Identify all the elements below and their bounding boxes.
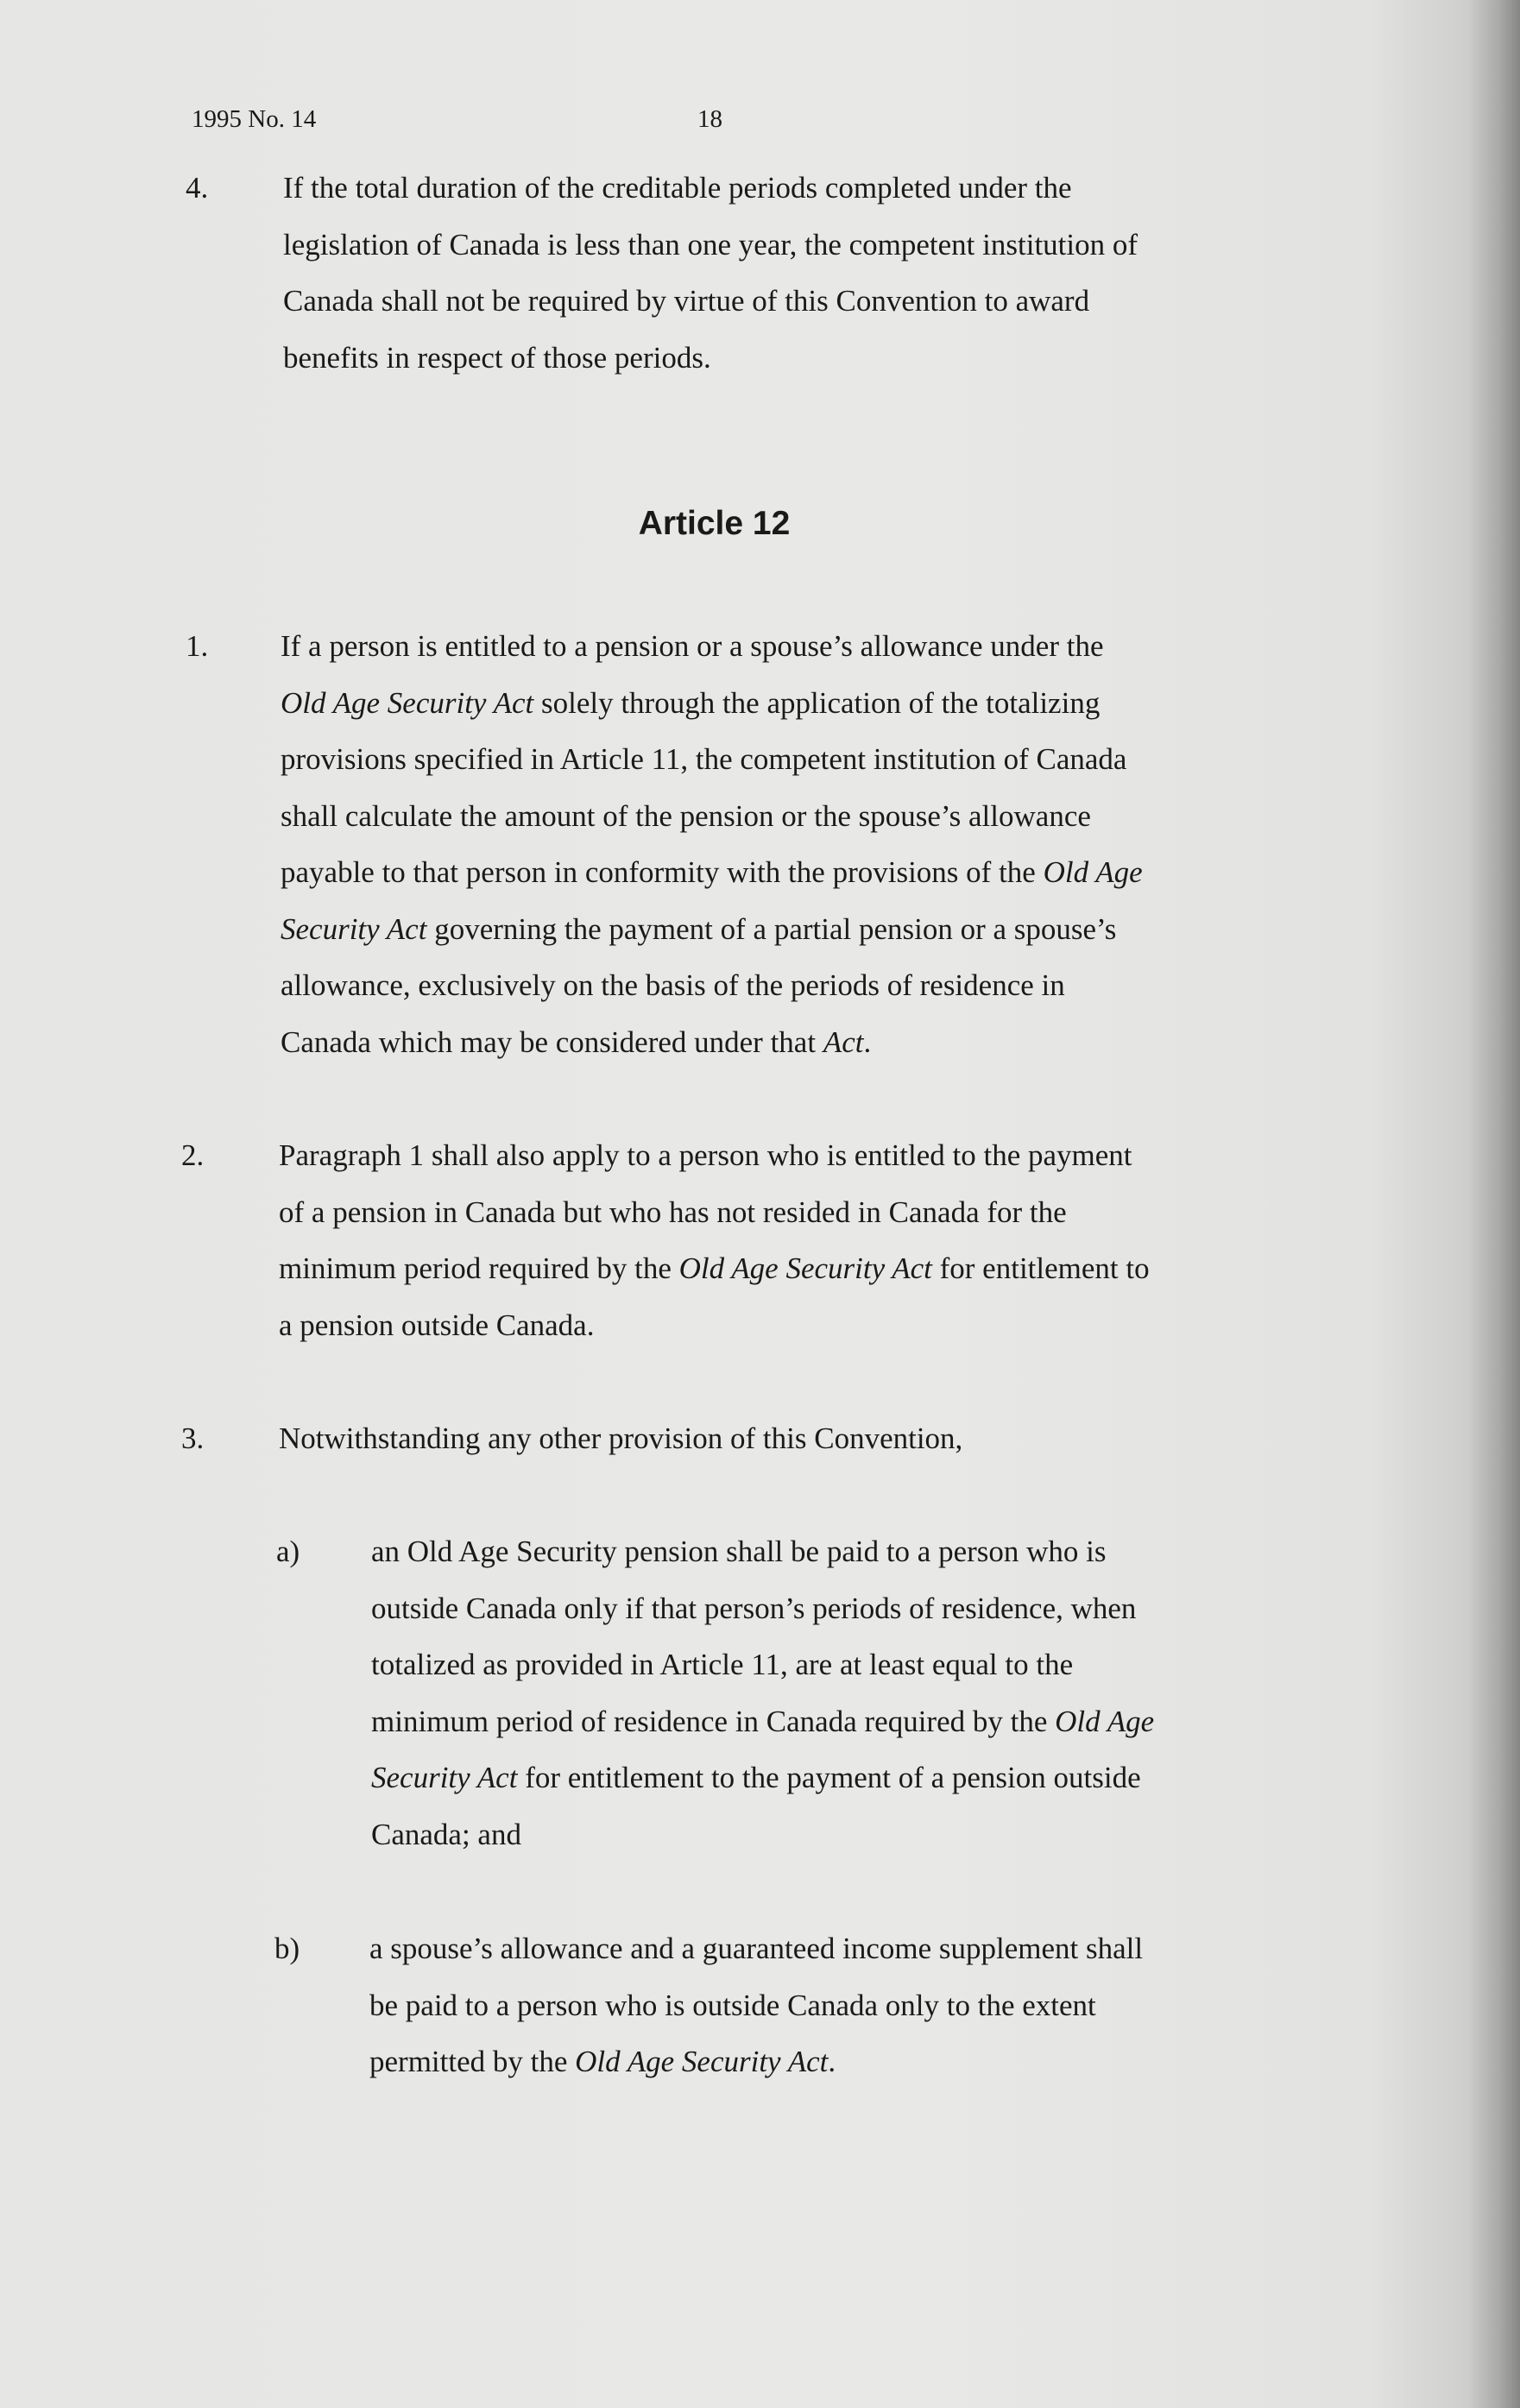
text-line: shall calculate the amount of the pension or the spouse’s allowance	[281, 798, 1091, 833]
text-line: Notwithstanding any other provision of this Convention,	[279, 1421, 963, 1455]
text-line	[281, 1014, 1143, 1071]
text-line	[281, 675, 1143, 732]
text-line: Canada shall not be required by virtue of this Convention to award	[283, 284, 1090, 318]
act-title: Old Age	[1043, 855, 1143, 889]
paragraph-text	[279, 1410, 962, 1467]
text-fragment: .	[828, 2045, 836, 2078]
text-line: Canada; and	[371, 1817, 521, 1851]
act-title: Old Age Security Act	[575, 2045, 829, 2078]
act-title: Old Age Security Act	[281, 685, 534, 720]
paragraph-text	[283, 160, 1138, 386]
paragraph-text	[281, 618, 1143, 1070]
text-line	[371, 1693, 1154, 1750]
text-line	[281, 844, 1143, 901]
text-line	[371, 1749, 1154, 1806]
page-number: 18	[697, 105, 722, 133]
text-line	[279, 1240, 1150, 1297]
paragraph-text	[369, 1920, 1143, 2090]
text-line: provisions specified in Article 11, the competent institution of Canada	[281, 742, 1127, 776]
text-line: legislation of Canada is less than one year, the competent institution of	[283, 227, 1138, 262]
text-line: an Old Age Security pension shall be paid to a person who is	[371, 1535, 1107, 1568]
text-fragment: minimum period of residence in Canada required by the	[371, 1704, 1056, 1738]
text-line: allowance, exclusively on the basis of the periods of residence in	[281, 968, 1065, 1002]
sub-paragraph-letter: a)	[276, 1535, 300, 1568]
paragraph-number: 3.	[181, 1421, 205, 1455]
article-heading: Article 12	[638, 505, 791, 542]
act-title: Security Act	[281, 911, 427, 946]
page-header	[192, 105, 744, 140]
text-fragment: for entitlement to	[931, 1251, 1150, 1285]
paragraph-text	[279, 1127, 1150, 1353]
text-line: totalized as provided in Article 11, are at least equal to the	[371, 1648, 1074, 1681]
text-fragment: .	[863, 1024, 872, 1059]
text-line: of a pension in Canada but who has not resided in Canada for the	[279, 1195, 1067, 1229]
text-line: outside Canada only if that person’s periods of residence, when	[371, 1591, 1137, 1625]
text-line: benefits in respect of those periods.	[283, 340, 711, 375]
text-line: a spouse’s allowance and a guaranteed income supplement shall	[369, 1932, 1144, 1965]
text-fragment: minimum period required by the	[279, 1251, 679, 1285]
document-code: 1995 No. 14	[192, 105, 317, 133]
text-line: Paragraph 1 shall also apply to a person who is entitled to the payment	[279, 1138, 1132, 1172]
text-line	[369, 2033, 1143, 2090]
text-fragment: for entitlement to the payment of a pension outside	[517, 1761, 1141, 1794]
text-fragment: Canada which may be considered under that	[281, 1024, 823, 1059]
paragraph-text	[371, 1523, 1154, 1863]
text-line: a pension outside Canada.	[279, 1308, 595, 1342]
text-fragment: solely through the application of the totalizing	[533, 685, 1101, 720]
text-line: If the total duration of the creditable periods completed under the	[283, 171, 1072, 205]
text-fragment: permitted by the	[369, 2045, 576, 2078]
text-line: be paid to a person who is outside Canada only to the extent	[369, 1988, 1096, 2022]
act-title: Security Act	[371, 1761, 518, 1794]
page-edge-shadow	[1468, 0, 1520, 2408]
paragraph-number: 2.	[181, 1138, 205, 1172]
text-fragment: governing the payment of a partial pension or a spouse’s	[426, 911, 1117, 946]
paragraph-number: 4.	[186, 171, 209, 205]
act-title: Old Age	[1055, 1704, 1155, 1738]
sub-paragraph-letter: b)	[274, 1932, 300, 1965]
act-title: Act	[823, 1024, 864, 1059]
act-title: Old Age Security Act	[678, 1251, 932, 1285]
text-fragment: payable to that person in conformity with the provisions of the	[281, 855, 1044, 889]
paragraph-number: 1.	[186, 629, 209, 663]
text-line: If a person is entitled to a pension or a spouse’s allowance under the	[281, 629, 1104, 663]
text-line	[281, 901, 1143, 958]
